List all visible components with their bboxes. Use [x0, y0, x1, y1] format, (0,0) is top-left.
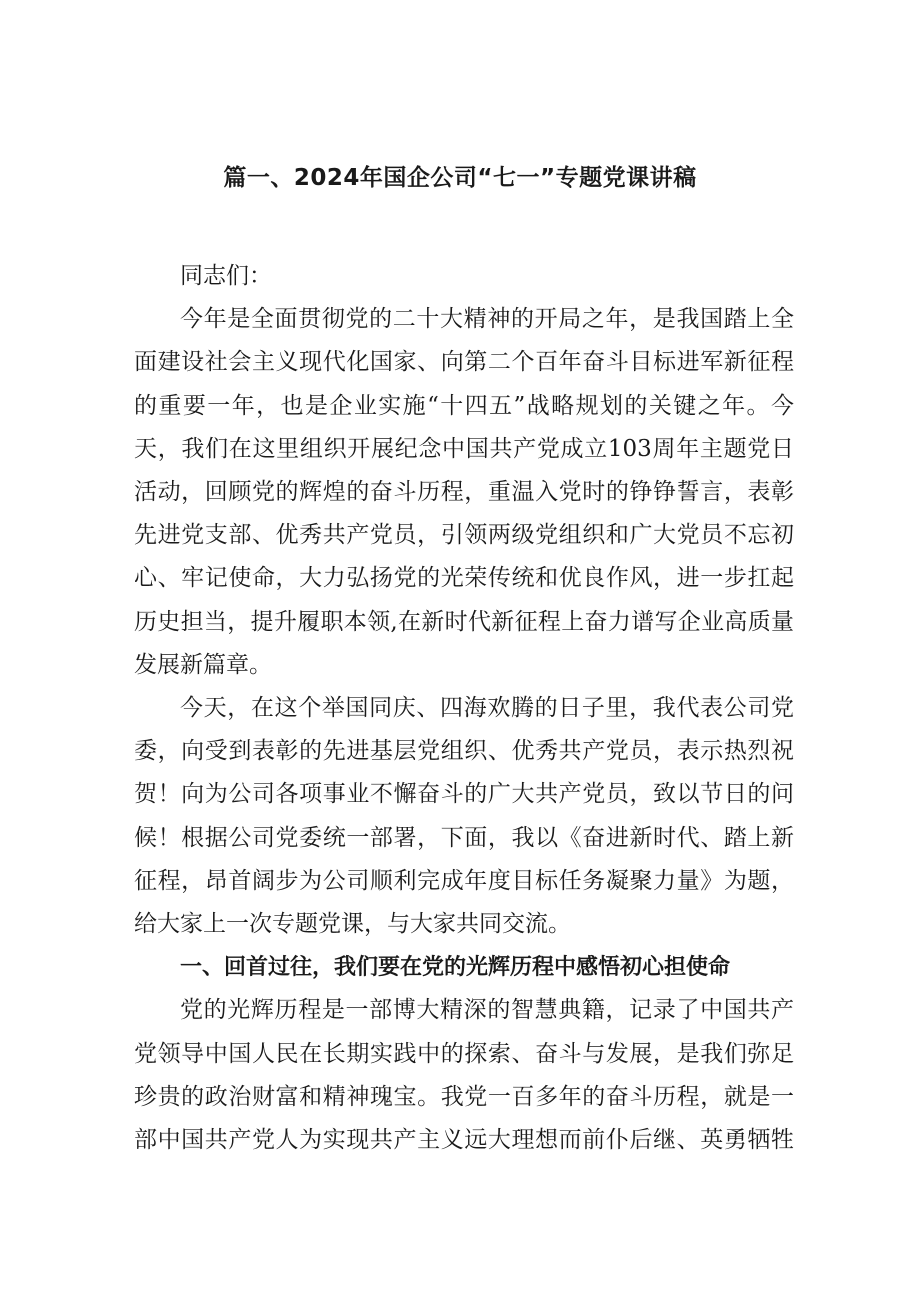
salutation: 同志们： — [180, 263, 272, 289]
section-paragraph: 党的光辉历程是一部博大精深的智慧典籍，记录了中国共产党领导中国人民在长期实践中的探索、奋斗与发展，是我们弥足珍贵的政治财富和精神瑰宝。我党一百多年的奋斗历程，就是一部中国共产党人为实现共产主义远大理想而前仆后继、英勇牺牲 — [134, 997, 794, 1154]
paragraph-2: 今天，在这个举国同庆、四海欢腾的日子里，我代表公司党委，向受到表彰的先进基层党组织、优秀共产党员，表示热烈祝贺！向为公司各项事业不懈奋斗的广大共产党员，致以节日的问候！根据公司党委统一部署，下面，我以《奋进新时代、踏上新征程，昂首阔步为公司顺利完成年度目标任务凝聚力量》为题，给大家上一次专题党课，与大家共同交流。 — [134, 695, 794, 938]
document-title: 篇一、2024年国企公司“七一”专题党课讲稿 — [223, 165, 697, 191]
paragraph-1: 今年是全面贯彻党的二十大精神的开局之年，是我国踏上全面建设社会主义现代化国家、向第二个百年奋斗目标进军新征程的重要一年，也是企业实施“十四五”战略规划的关键之年。今天，我们在这里组织开展纪念中国共产党成立103周年主题党日活动，回顾党的辉煌的奋斗历程，重温入党时的铮铮誓言，表彰先进党支部、优秀共产党员，引领两级党组织和广大党员不忘初心、牢记使命，大力弘扬党的光荣传统和优良作风，进一步扛起历史担当，提升履职本领,在新时代新征程上奋力谱写企业高质量发展新篇章。 — [134, 306, 794, 678]
document-body — [134, 255, 794, 1162]
section-heading: 一、回首过往，我们要在党的光辉历程中感悟初心担使命 — [180, 955, 731, 981]
